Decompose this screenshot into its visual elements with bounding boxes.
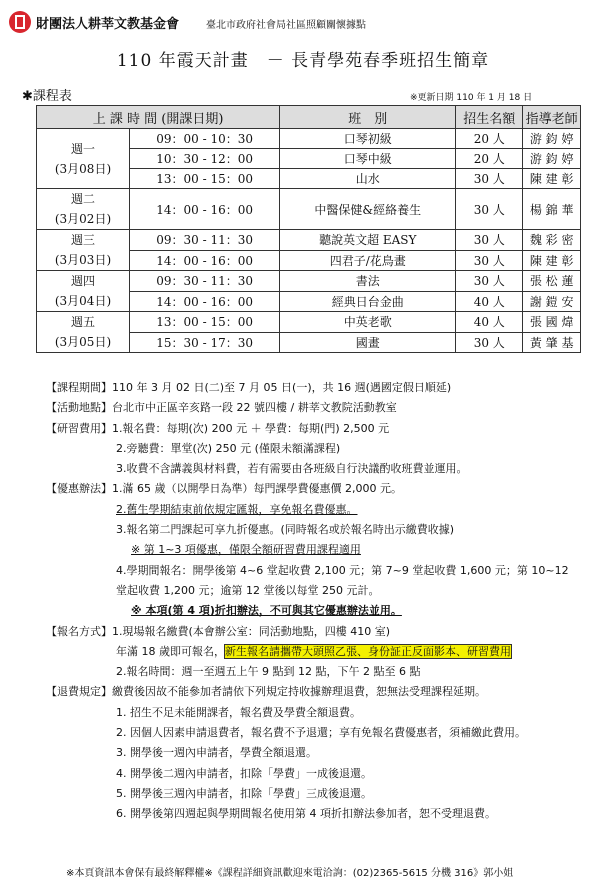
time-cell: 13：00 - 15：00: [130, 312, 280, 333]
location-text: 台北市中正區辛亥路一段 22 號四樓 / 耕莘文教院活動教室: [112, 401, 397, 415]
class-cell: 口琴中級: [280, 149, 456, 169]
teacher-cell: 魏 彩 密: [523, 230, 581, 251]
day-cell: [37, 230, 130, 271]
fees-row: [46, 419, 596, 439]
discount-line: 1.滿 65 歲（以開學日為準）每門課學費優惠價 2,000 元。: [112, 482, 402, 496]
time-cell: 14：00 - 16：00: [130, 189, 280, 230]
discount-row: [46, 500, 596, 520]
discount-note: ※ 本項(第 4 項)折扣辦法，不可與其它優惠辦法並用。: [131, 604, 402, 618]
table-row: [37, 129, 581, 149]
table-row: [37, 230, 581, 251]
refund-item: [46, 743, 596, 763]
quota-cell: 30 人: [456, 250, 523, 271]
fees-row: [46, 439, 596, 459]
period-label: 【課程期間】: [46, 381, 112, 394]
day-cell: [37, 271, 130, 312]
day-cell: [37, 189, 130, 230]
discount-note: ※ 第 1~3 項優惠，僅限全額研習費用課程適用: [131, 543, 361, 557]
fees-line: 1.報名費：每期(次) 200 元 ＋ 學費：每期(門) 2,500 元: [112, 421, 390, 435]
updated-date: ※更新日期 110 年 1 月 18 日: [410, 93, 533, 103]
page-header: [8, 8, 598, 38]
time-cell: 10：30 - 12：00: [130, 149, 280, 169]
day-cell: [37, 129, 130, 189]
fees-line: 3.收費不含講義與材料費，若有需要由各班級自行決議酌收班費並運用。: [116, 462, 468, 476]
teacher-cell: 陳 建 彰: [523, 169, 581, 189]
register-label: 【報名方式】: [46, 624, 112, 638]
quota-cell: 30 人: [456, 271, 523, 292]
register-line: 2.報名時間：週一至週五上午 9 點到 12 點，下午 2 點至 6 點: [116, 665, 421, 679]
quota-cell: 30 人: [456, 332, 523, 353]
period-row: [46, 378, 596, 398]
class-cell: 聽說英文超 EASY: [280, 230, 456, 251]
department-name: 臺北市政府社會局社區照顧關懷據點: [206, 20, 366, 31]
quota-cell: 30 人: [456, 189, 523, 230]
discount-line: 2.舊生學期結束前依規定匯報，享免報名費優惠。: [116, 502, 358, 516]
day-label: 週四: [70, 274, 95, 288]
time-cell: 13：00 - 15：00: [130, 169, 280, 189]
header-class: 班 別: [280, 106, 456, 129]
info-section: [46, 378, 596, 825]
class-cell: 中醫保健&經絡養生: [280, 189, 456, 230]
start-date: (3月08日): [54, 161, 112, 176]
day-label: 週三: [70, 233, 95, 247]
schedule-table: [36, 105, 581, 353]
register-line: 年滿 18 歲即可報名，: [116, 644, 225, 658]
quota-cell: 30 人: [456, 169, 523, 189]
teacher-cell: 游 鈞 婷: [523, 129, 581, 149]
register-row: [46, 662, 596, 682]
refund-item-text: 2. 因個人因素申請退費者，報名費不予退還；享有免報名費優惠者，須補繳此費用。: [116, 726, 526, 740]
class-cell: 口琴初級: [280, 129, 456, 149]
location-label: 【活動地點】: [46, 401, 112, 415]
refund-item: [46, 723, 596, 743]
teacher-cell: 陳 建 彰: [523, 250, 581, 271]
refund-item: [46, 703, 596, 723]
refund-row: [46, 682, 596, 702]
fees-label: 【研習費用】: [46, 421, 112, 435]
refund-item: [46, 804, 596, 824]
time-cell: 09：00 - 10：30: [130, 129, 280, 149]
teacher-cell: 楊 錦 華: [523, 189, 581, 230]
class-cell: 四君子/花鳥畫: [280, 250, 456, 271]
register-row: [46, 642, 596, 662]
refund-item-text: 5. 開學後三週內申請者，扣除「學費」三成後退還。: [116, 786, 372, 800]
day-label: 週五: [70, 315, 95, 329]
quota-cell: 40 人: [456, 312, 523, 333]
refund-label: 【退費規定】: [46, 685, 112, 699]
time-cell: 14：00 - 16：00: [130, 291, 280, 312]
table-header-row: [37, 106, 581, 129]
class-cell: 國畫: [280, 332, 456, 353]
refund-item: [46, 784, 596, 804]
register-requirements: 新生報名請攜帶大頭照乙張、身份証正反面影本、研習費用: [225, 644, 511, 658]
teacher-cell: 黃 肇 基: [523, 332, 581, 353]
day-label: 週二: [70, 192, 95, 206]
start-date: (3月05日): [54, 335, 112, 349]
footer-note: ※本頁資訊本會保有最終解釋權※《課程詳細資訊歡迎來電洽詢：(02)2365-5615 分機 316》郭小姐: [66, 868, 514, 879]
refund-item-text: 6. 開學後第四週起與學期間報名使用第 4 項折扣辦法參加者，恕不受理退費。: [116, 807, 496, 821]
foundation-logo-icon: [8, 10, 32, 34]
location-row: [46, 398, 596, 418]
refund-intro: 繳費後因故不能參加者請依下列規定持收據辦理退費，恕無法受理課程延期。: [112, 685, 486, 699]
teacher-cell: 張 松 蓮: [523, 271, 581, 292]
class-cell: 山水: [280, 169, 456, 189]
teacher-cell: 張 國 煒: [523, 312, 581, 333]
page-title: 110 年霞天計畫 － 長青學苑春季班招生簡章: [116, 51, 490, 71]
refund-item-text: 1. 招生不足未能開課者，報名費及學費全額退費。: [116, 705, 361, 719]
refund-item: [46, 764, 596, 784]
schedule-label: ✱課程表: [22, 89, 72, 104]
quota-cell: 40 人: [456, 291, 523, 312]
teacher-cell: 游 鈞 婷: [523, 149, 581, 169]
time-cell: 09：30 - 11：30: [130, 271, 280, 292]
period-text: 110 年 3 月 02 日(二)至 7 月 05 日(一)，共 16 週(遇國定假日順延): [112, 381, 452, 394]
discount-row: [46, 581, 596, 601]
discount-row: [46, 540, 596, 560]
discount-row: [46, 601, 596, 621]
table-row: [37, 312, 581, 333]
org-name: 財團法人耕莘文教基金會: [36, 17, 180, 32]
table-row: [37, 189, 581, 230]
header-teacher: 指導老師: [523, 106, 581, 129]
discount-line: 4.學期間報名：開學後第 4~6 堂起收費 2,100 元；第 7~9 堂起收費 1,600 元；第 10~12: [116, 563, 569, 577]
class-cell: 書法: [280, 271, 456, 292]
discount-line: 3.報名第二門課起可享九折優惠。(同時報名或於報名時出示繳費收據): [116, 523, 455, 537]
discount-row: [46, 520, 596, 540]
register-row: [46, 622, 596, 642]
discount-row: [46, 479, 596, 499]
class-cell: 中英老歌: [280, 312, 456, 333]
table-row: [37, 271, 581, 292]
time-cell: 09：30 - 11：30: [130, 230, 280, 251]
header-quota: 招生名額: [456, 106, 523, 129]
day-label: 週一: [70, 141, 95, 156]
start-date: (3月03日): [54, 253, 112, 267]
day-cell: [37, 312, 130, 353]
time-cell: 14：00 - 16：00: [130, 250, 280, 271]
class-cell: 經典日台金曲: [280, 291, 456, 312]
discount-label: 【優惠辦法】: [46, 482, 112, 496]
fees-line: 2.旁聽費：單堂(次) 250 元 (僅限未額滿課程): [116, 441, 341, 455]
quota-cell: 20 人: [456, 129, 523, 149]
discount-line: 堂起收費 1,200 元；逾第 12 堂後以每堂 250 元計。: [116, 583, 380, 597]
register-line: 1.現場報名繳費(本會辦公室：同活動地點，四樓 410 室): [112, 624, 391, 638]
quota-cell: 30 人: [456, 230, 523, 251]
time-cell: 15：30 - 17：30: [130, 332, 280, 353]
quota-cell: 20 人: [456, 149, 523, 169]
start-date: (3月02日): [54, 212, 112, 226]
fees-row: [46, 459, 596, 479]
refund-item-text: 4. 開學後二週內申請者，扣除「學費」一成後退還。: [116, 766, 372, 780]
discount-row: [46, 561, 596, 581]
header-time: 上 課 時 間 (開課日期): [37, 106, 280, 129]
refund-item-text: 3. 開學後一週內申請者，學費全額退還。: [116, 746, 317, 760]
start-date: (3月04日): [54, 294, 112, 308]
teacher-cell: 謝 鎧 安: [523, 291, 581, 312]
